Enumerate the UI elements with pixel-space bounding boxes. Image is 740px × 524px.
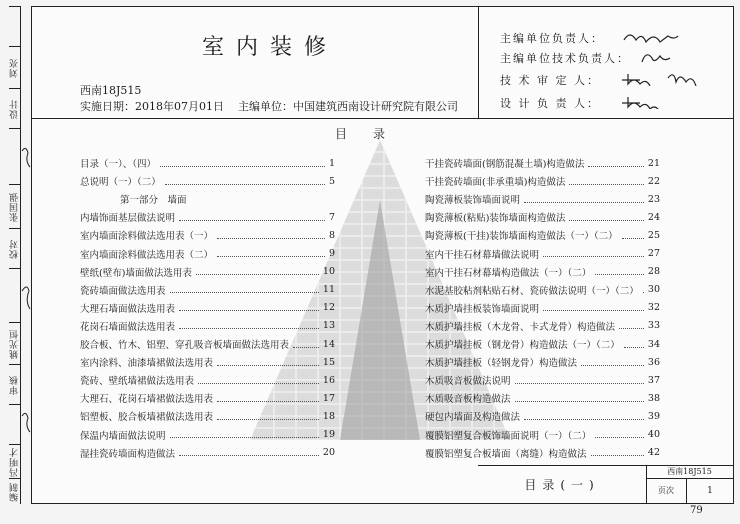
toc-leader-dots [198, 383, 319, 384]
strip-cell-checker: 张国强 [9, 184, 20, 229]
strip-cell-sig3 [9, 404, 20, 445]
toc-entry [80, 408, 335, 424]
toc-leader-dots [165, 184, 325, 185]
toc-entry [425, 173, 660, 189]
toc-entry [80, 372, 335, 388]
toc-entry-label: 水泥基胶粘剂粘贴石材、瓷砖做法说明（一）（二） [425, 285, 639, 297]
toc-entry-label: 湿挂瓷砖墙面构造做法 [80, 448, 176, 460]
toc-leader-dots [217, 238, 325, 239]
toc-leader-dots [524, 419, 644, 420]
toc-leader-dots [524, 202, 644, 203]
toc-entry-page: 17 [322, 392, 335, 404]
toc-leader-dots [515, 383, 644, 384]
toc-entry-page: 21 [647, 157, 660, 169]
toc-leader-dots [569, 184, 643, 185]
toc-entry-page: 38 [647, 392, 660, 404]
toc-entry-page: 22 [647, 175, 660, 187]
sheet-number: 79 [690, 505, 703, 516]
toc-leader-dots [543, 256, 644, 257]
toc-entry-label: 木质护墙挂板（木龙骨、卡式龙骨）构造做法 [425, 321, 616, 333]
toc-entry [80, 427, 335, 443]
toc-leader-dots [543, 310, 644, 311]
toc-entry-label: 目录（一）、（四） [80, 159, 157, 170]
title-block-name: 目录(一) [478, 466, 647, 503]
toc-entry-page: 27 [647, 248, 660, 259]
toc-leader-dots [179, 220, 325, 221]
toc-entry-label: 壁纸(壁布)墙面做法选用表 [80, 267, 192, 279]
toc-entry-label: 硬包内墙面及构造做法 [425, 412, 521, 424]
toc-entry [425, 227, 660, 243]
strip-signatures [20, 6, 31, 504]
toc-entry [425, 209, 660, 225]
toc-entry-label: 陶瓷薄板(粘贴)装饰墙面构造做法 [425, 213, 566, 225]
toc-entry-page: 5 [328, 175, 335, 187]
toc-entry-page: 34 [647, 338, 660, 350]
toc-entry-page: 40 [647, 429, 660, 440]
title-block-page-label: 页次 [646, 479, 687, 503]
signature-4 [620, 93, 710, 109]
toc-entry [80, 155, 335, 171]
strip-cell-compile: 编制 [9, 478, 20, 505]
toc-entry [425, 445, 660, 461]
toc-leader-dots [595, 437, 644, 438]
toc-entry [80, 264, 335, 280]
toc-entry-page: 13 [322, 320, 335, 332]
strip-signature-marks [20, 6, 31, 504]
toc-leader-dots [217, 419, 319, 420]
strip-cell-author: 冯明才 [9, 444, 20, 479]
toc-entry-page: 11 [322, 284, 335, 296]
toc-entry [425, 427, 660, 443]
toc-entry [80, 173, 335, 189]
resp-tech-head: 主编单位技术负责人： [500, 52, 630, 65]
strip-cell-review: 审核 [9, 364, 20, 405]
toc-entry-label: 第一部分 墙面 [120, 195, 187, 207]
title-block [478, 465, 733, 503]
toc-entry-label: 室内干挂石材幕墙构造做法（一）（二） [425, 267, 592, 279]
binding-strip [9, 6, 31, 504]
atlas-title: 室内装修 [201, 35, 338, 60]
toc-entry-page: 16 [322, 374, 335, 386]
toc-entry-label: 覆膜铝塑复合板墙面（离缝）构造做法 [425, 448, 587, 460]
toc-entry-page: 10 [322, 266, 335, 278]
toc-entry-label: 室内涂料、油漆墙裙做法选用表 [80, 358, 214, 370]
toc-title: 目录 [335, 127, 412, 141]
toc-entry [425, 246, 660, 262]
toc-entry-label: 陶瓷薄板装饰墙面说明 [425, 195, 521, 207]
toc-leader-dots [624, 347, 644, 348]
toc-entry [425, 372, 660, 388]
toc-entry-label: 木质护墙挂板装饰墙面说明 [425, 303, 540, 315]
toc-entry-page: 30 [647, 284, 660, 296]
signature-2 [620, 48, 710, 64]
toc-entry [80, 318, 335, 334]
strip-cell-blank [9, 6, 20, 47]
title-block-page-value: 1 [707, 486, 713, 496]
toc-entry-page: 19 [322, 429, 335, 440]
strip-cell-sig2 [9, 268, 20, 323]
toc-entry-page: 42 [647, 447, 660, 459]
toc-leader-dots [217, 365, 319, 366]
strip-cell-sig1 [9, 128, 20, 185]
toc-leader-dots [170, 437, 319, 438]
toc-entry-label: 木质护墙挂板（轻钢龙骨）构造做法 [425, 358, 578, 370]
toc-entry-page: 1 [328, 157, 335, 169]
toc-leader-dots [588, 166, 643, 167]
toc-entry-page: 37 [647, 374, 660, 386]
toc-entry-page: 33 [647, 320, 660, 332]
toc-entry [80, 282, 335, 298]
toc-leader-dots [293, 347, 319, 348]
toc-leader-dots [196, 274, 319, 275]
resp-chief-unit: 主编单位负责人： [500, 32, 604, 45]
atlas-code: 西南18J515 [80, 84, 142, 97]
toc-entry-label: 内墙饰面基层做法说明 [80, 213, 176, 225]
toc-entry-label: 瓷砖墙面做法选用表 [80, 285, 166, 297]
toc-entry-page: 12 [322, 302, 335, 314]
toc-entry [425, 318, 660, 334]
toc-entry [425, 282, 660, 298]
header-bottom-rule [31, 118, 733, 119]
title-block-code: 西南18J515 [646, 466, 733, 479]
resp-tech-review: 技 术 审 定 人： [500, 74, 600, 87]
toc-entry-label: 木质护墙挂板（钢龙骨）构造做法（一）（二） [425, 340, 620, 351]
header-divider [478, 6, 479, 118]
toc-leader-dots [217, 401, 319, 402]
toc-entry-page: 20 [322, 447, 335, 459]
toc-entry [425, 264, 660, 280]
toc-entry-page: 25 [647, 229, 660, 241]
implementation-date: 实施日期：2018年07月01日 [80, 100, 224, 113]
toc-entry-label: 木质吸音板做法说明 [425, 376, 511, 388]
toc-leader-dots [515, 401, 644, 402]
toc-entry-label: 室内墙面涂料做法选用表（一） [80, 231, 214, 243]
toc-entry-label: 室内干挂石材幕墙做法说明 [425, 249, 540, 261]
toc-entry [80, 300, 335, 316]
strip-cell-design: 设计 [9, 88, 20, 129]
toc-leader-dots [591, 455, 644, 456]
toc-entry [80, 191, 335, 207]
toc-entry-page: 39 [647, 410, 660, 422]
toc-entry-page: 7 [328, 211, 335, 223]
toc-entry-page: 14 [322, 338, 335, 350]
toc-entry [80, 336, 335, 352]
toc-entry [425, 336, 660, 352]
toc-entry [80, 246, 335, 262]
toc-entry [80, 390, 335, 406]
toc-entry [425, 390, 660, 406]
toc-entry-page: 32 [647, 302, 660, 314]
toc-entry-label: 铝塑板、胶合板墙裙做法选用表 [80, 412, 214, 424]
toc-entry-label: 木质吸音板构造做法 [425, 394, 511, 406]
strip-cell-reviewer: 姚光恒 [9, 322, 20, 365]
chief-unit: 主编单位：中国建筑西南设计研究院有限公司 [238, 100, 458, 113]
toc-entry-label: 室内墙面涂料做法选用表（二） [80, 249, 214, 261]
resp-design-lead: 设 计 负 责 人： [500, 97, 600, 110]
signature-1 [620, 28, 710, 44]
toc-leader-dots [179, 328, 319, 329]
strip-cell-designer: 刘亮 [9, 46, 20, 89]
toc-entry-label: 大理石墙面做法选用表 [80, 303, 176, 315]
toc-leader-dots [595, 274, 644, 275]
toc-leader-dots [581, 365, 644, 366]
toc-entry-page: 24 [647, 211, 660, 223]
toc-leader-dots [569, 220, 643, 221]
toc-leader-dots [217, 256, 325, 257]
toc-entry-page: 18 [322, 410, 335, 422]
toc-entry-label: 大理石、花岗石墙裙做法选用表 [80, 394, 214, 406]
toc-entry [425, 408, 660, 424]
toc-leader-dots [643, 292, 644, 293]
toc-entry [80, 227, 335, 243]
toc-entry-label: 陶瓷薄板(干挂)装饰墙面构造做法（一）（二） [425, 231, 618, 243]
toc-entry-page: 23 [647, 193, 660, 205]
toc-leader-dots [179, 455, 319, 456]
toc-entry-page: 36 [647, 356, 660, 368]
toc-entry-label: 胶合板、竹木、铝塑、穿孔吸音板墙面做法选用表 [80, 340, 290, 351]
toc-entry-label: 保温内墙面做法说明 [80, 430, 166, 442]
toc-entry [80, 354, 335, 370]
toc-entry [425, 191, 660, 207]
toc-entry-page: 15 [322, 356, 335, 368]
toc-entry-label: 花岗石墙面做法选用表 [80, 321, 176, 333]
signature-3 [620, 70, 730, 86]
toc-leader-dots [160, 166, 325, 167]
toc-entry-label: 覆膜铝塑复合板饰墙面说明（一）（二） [425, 430, 592, 442]
toc-entry [425, 300, 660, 316]
toc-leader-dots [170, 292, 319, 293]
toc-entry-label: 干挂瓷砖墙面(非承重墙)构造做法 [425, 177, 566, 189]
toc-leader-dots [179, 310, 319, 311]
toc-entry-label: 瓷砖、壁纸墙裙做法选用表 [80, 376, 195, 388]
toc-entry-page: 28 [647, 266, 660, 278]
toc-entry-page: 9 [328, 248, 335, 259]
toc-entry-page: 8 [328, 229, 335, 241]
toc-entry [425, 155, 660, 171]
toc-entry [425, 354, 660, 370]
toc-entry-label: 干挂瓷砖墙面(钢筋混凝土墙)构造做法 [425, 159, 585, 170]
toc-leader-dots [619, 328, 644, 329]
toc-entry [80, 445, 335, 461]
toc-leader-dots [622, 238, 644, 239]
date-unit-line [80, 98, 458, 114]
toc-entry [80, 209, 335, 225]
toc-entry-label: 总说明（一）（二） [80, 177, 161, 189]
strip-cell-check: 校对 [9, 228, 20, 269]
